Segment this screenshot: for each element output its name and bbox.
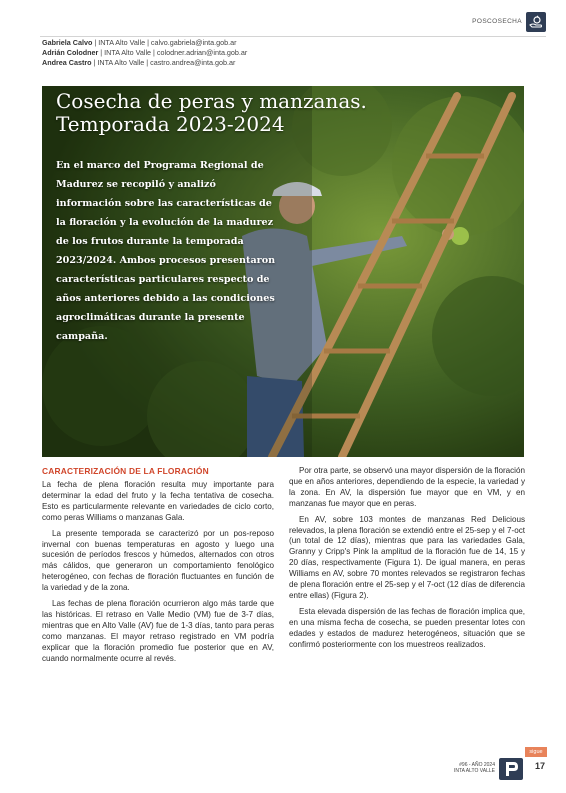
- article-title: Cosecha de peras y manzanas. Temporada 2023-2024: [56, 89, 367, 136]
- issue-publisher: INTA ALTO VALLE: [453, 768, 495, 774]
- issue-info: [454, 762, 495, 774]
- paragraph: Las fechas de plena floración ocurrieron algo más tarde que las históricas. El retraso en Valle Medio (VM) fue de 3-7 días, mientras que en Alto Valle (AV) fue de 1-3 días, tanto para peras como manzanas. El mayor retraso registrado en VM podría explicar que la floración promedio fue posterior que en AV, cuando normalmente ocurre al revés.: [42, 599, 274, 663]
- author-affiliation: | INTA Alto Valle | calvo.gabriela@inta.gob.ar: [92, 38, 237, 47]
- paragraph: Esta elevada dispersión de las fechas de floración implica que, en una misma fecha de cosecha, se pueden presentar lotes con edades y estados de madurez heterogéneos, situación que se confirmó posteriormente con los muestreos realizados.: [289, 606, 525, 649]
- paragraph: En AV, sobre 103 montes de manzanas Red Delicious relevados, la plena floración se extendió entre el 25-sep y el 7-oct (un total de 12 días), mientras que para las variedades Gala, Granny y Cripp's Pink la amplitud de la floración fue de 14, 15 y 20 días, respectivamente (Figura 1). De igual manera, en peras Williams en AV, sobre 70 montes relevados se registraron fechas de plena floración entre el 25-sep y el 7-oct (12 días de diferencia entre ellas) (Figura 2).: [289, 514, 525, 600]
- continue-tag: sigue: [525, 747, 547, 757]
- author-line: [42, 58, 247, 68]
- article-lead: En el marco del Programa Regional de Madurez se recopiló y analizó información sobre las características de la floración y la evolución de la madurez de los frutos durante la temporada 2023/2024. Ambos procesos presentaron características particulares respecto de años anteriores debido a las condiciones agroclimáticas durante la presente campaña.: [56, 160, 276, 342]
- body-column-right: [289, 466, 525, 656]
- author-name: Andrea Castro: [42, 58, 92, 67]
- author-affiliation: | INTA Alto Valle | colodner.adrian@inta.gob.ar: [98, 48, 248, 57]
- issue-number: #96 - AÑO 2024: [459, 762, 495, 768]
- author-affiliation: | INTA Alto Valle | castro.andrea@inta.gob.ar: [91, 58, 236, 67]
- author-line: [42, 48, 247, 58]
- paragraph: La fecha de plena floración resulta muy importante para determinar la edad del fruto y la fecha tentativa de cosecha. Esto es particularmente relevante en variedades de ciclo corto, como peras Williams o manzanas Gala.: [42, 480, 274, 522]
- author-line: [42, 38, 247, 48]
- header-rule: [40, 36, 546, 37]
- body-column-left: [42, 466, 274, 670]
- hero-photo: [42, 86, 524, 457]
- publication-logo-icon: [499, 758, 523, 780]
- apple-hand-icon: [526, 12, 546, 32]
- author-list: [42, 38, 247, 68]
- author-name: Adrián Colodner: [42, 48, 99, 57]
- paragraph: La presente temporada se caracterizó por un pos-reposo invernal con buenas temperaturas en agosto y luego una sucesión de períodos frescos y húmedos, alternados con otros más cálidos, que generaron un comportamiento fenológico heterogéneo, con fechas de floración fluctuantes en función de la variedad y de la zona.: [42, 528, 274, 593]
- page-number: 17: [534, 761, 545, 771]
- author-name: Gabriela Calvo: [42, 38, 93, 47]
- paragraph: Por otra parte, se observó una mayor dispersión de la floración que en años anteriores, dependiendo de la especie, la variedad y la zona. En AV, la dispersión fue mayor que en VM, y en manzanas fue mayor que en peras.: [289, 466, 525, 508]
- section-heading: CARACTERIZACIÓN DE LA FLORACIÓN: [42, 466, 209, 476]
- section-tag: POSCOSECHA: [472, 18, 522, 25]
